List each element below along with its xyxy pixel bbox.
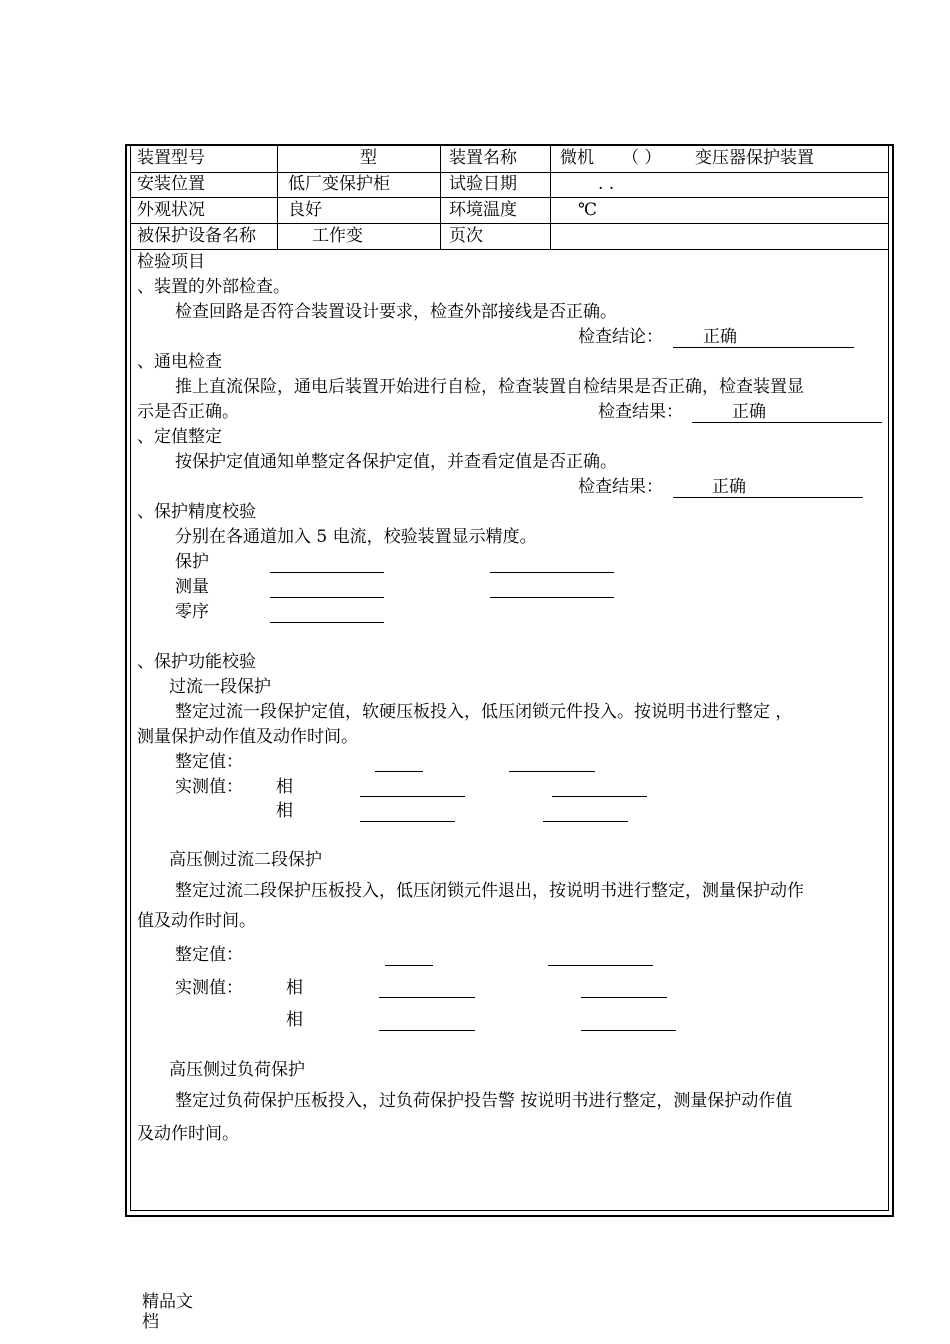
section-5c-text-1: 整定过负荷保护压板投入，过负荷保护投告警 按说明书进行整定，测量保护动作值 xyxy=(175,1091,793,1111)
section-5a-setting-label: 整定值： xyxy=(175,752,243,772)
section-1-result-value: 正确 xyxy=(703,327,737,347)
blank-underline xyxy=(379,1030,475,1031)
result-underline xyxy=(673,497,863,498)
section-5a-text-1: 整定过流一段保护定值，软硬压板投入，低压闭锁元件投入。按说明书进行整定 ， xyxy=(175,702,793,722)
table-row-divider xyxy=(130,223,889,224)
inspection-heading: 检验项目 xyxy=(137,252,205,272)
section-5b-text-1: 整定过流二段保护压板投入，低压闭锁元件退出，按说明书进行整定，测量保护动作 xyxy=(175,881,804,901)
section-5b-text-2: 值及动作时间。 xyxy=(137,911,256,931)
table-col-divider xyxy=(440,145,441,249)
blank-underline xyxy=(581,1030,676,1031)
result-underline xyxy=(673,347,854,348)
section-5b-phase-1: 相 xyxy=(286,978,303,998)
section-5a-title: 过流一段保护 xyxy=(169,677,271,697)
blank-underline xyxy=(490,597,614,598)
device-name-value-1: 微机 xyxy=(560,148,594,168)
appearance-label: 外观状况 xyxy=(137,200,205,220)
footer-line-1: 精品文 xyxy=(142,1292,193,1312)
section-4-row-zero: 零序 xyxy=(175,602,209,622)
blank-underline xyxy=(379,997,475,998)
section-5-title: 、保护功能校验 xyxy=(137,652,256,672)
test-date-label: 试验日期 xyxy=(449,174,517,194)
section-5b-setting-label: 整定值： xyxy=(175,945,243,965)
device-name-label: 装置名称 xyxy=(449,148,517,168)
footer-line-2: 档 xyxy=(142,1312,159,1332)
blank-underline xyxy=(360,796,465,797)
section-5a-phase-1: 相 xyxy=(276,777,293,797)
blank-underline xyxy=(360,821,455,822)
section-5c-text-2: 及动作时间。 xyxy=(137,1124,239,1144)
page-label: 页次 xyxy=(449,226,483,246)
device-model-label: 装置型号 xyxy=(137,148,205,168)
blank-underline xyxy=(270,572,384,573)
section-4-text: 分别在各通道加入 5 电流，校验装置显示精度。 xyxy=(175,527,537,547)
result-underline xyxy=(692,422,882,423)
table-col-divider xyxy=(277,145,278,249)
test-date-value: . . xyxy=(598,174,615,194)
section-5b-title: 高压侧过流二段保护 xyxy=(169,850,322,870)
protected-equipment-label: 被保护设备名称 xyxy=(137,226,256,246)
section-5b-phase-2: 相 xyxy=(286,1010,303,1030)
section-2-result-value: 正确 xyxy=(732,402,766,422)
section-5a-measured-label: 实测值： xyxy=(175,777,243,797)
location-value: 低厂变保护柜 xyxy=(288,174,390,194)
blank-underline xyxy=(490,572,614,573)
section-3-title: 、定值整定 xyxy=(137,427,222,447)
appearance-value: 良好 xyxy=(288,200,322,220)
blank-underline xyxy=(270,597,384,598)
section-4-row-protect: 保护 xyxy=(175,552,209,572)
table-row-divider xyxy=(130,172,889,173)
section-2-title: 、通电检查 xyxy=(137,352,222,372)
blank-underline xyxy=(548,965,653,966)
section-2-text-2: 示是否正确。 xyxy=(137,402,239,422)
section-5a-text-2: 测量保护动作值及动作时间。 xyxy=(137,727,358,747)
temperature-label: 环境温度 xyxy=(449,200,517,220)
blank-underline xyxy=(543,821,628,822)
blank-underline xyxy=(509,771,595,772)
blank-underline xyxy=(385,965,433,966)
blank-underline xyxy=(375,771,423,772)
section-3-text: 按保护定值通知单整定各保护定值，并查看定值是否正确。 xyxy=(175,452,617,472)
table-row-divider xyxy=(130,197,889,198)
device-name-value-3: 变压器保护装置 xyxy=(695,148,814,168)
section-3-result-label: 检查结果： xyxy=(578,477,663,497)
section-2-result-label: 检查结果： xyxy=(598,402,683,422)
section-5c-title: 高压侧过负荷保护 xyxy=(169,1060,305,1080)
section-1-text: 检查回路是否符合装置设计要求，检查外部接线是否正确。 xyxy=(175,302,617,322)
location-label: 安装位置 xyxy=(137,174,205,194)
section-5a-phase-2: 相 xyxy=(276,801,293,821)
blank-underline xyxy=(270,622,384,623)
section-1-result-label: 检查结论： xyxy=(578,327,663,347)
blank-underline xyxy=(552,796,647,797)
device-name-value-2: （ ） xyxy=(622,148,662,168)
table-col-divider xyxy=(550,145,551,249)
section-4-row-measure: 测量 xyxy=(175,577,209,597)
protected-equipment-value: 工作变 xyxy=(312,226,363,246)
section-4-title: 、保护精度校验 xyxy=(137,502,256,522)
blank-underline xyxy=(581,997,667,998)
section-1-title: 、装置的外部检查。 xyxy=(137,277,290,297)
section-3-result-value: 正确 xyxy=(712,477,746,497)
device-model-value: 型 xyxy=(360,148,377,168)
table-row-divider xyxy=(130,249,889,250)
temperature-value: ℃ xyxy=(578,200,598,220)
section-2-text-1: 推上直流保险，通电后装置开始进行自检，检查装置自检结果是否正确，检查装置显 xyxy=(175,377,804,397)
section-5b-measured-label: 实测值： xyxy=(175,978,243,998)
